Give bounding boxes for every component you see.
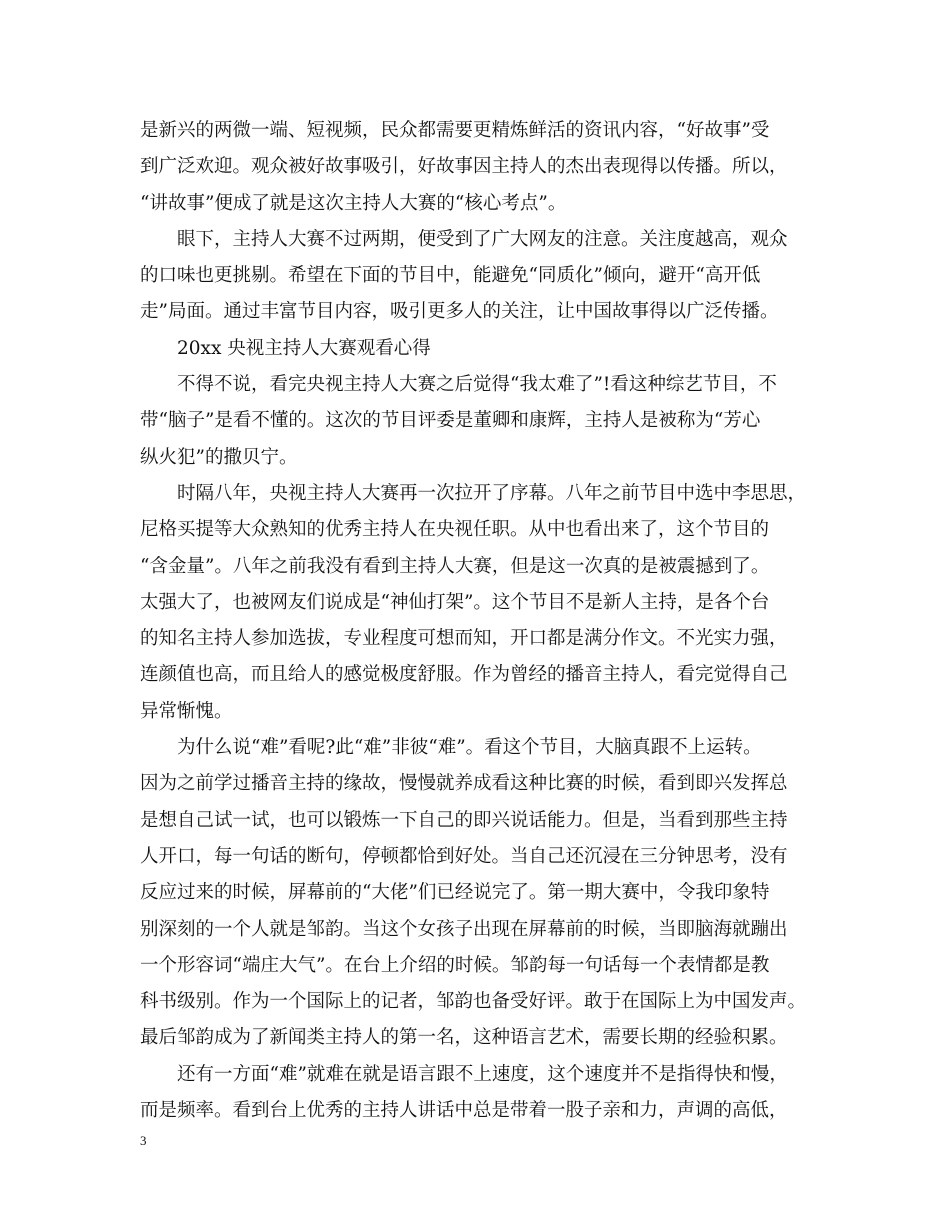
text-line: 最后邹韵成为了新闻类主持人的第一名，这种语言艺术，需要长期的经验积累。 — [140, 1027, 788, 1049]
text-line: 因为之前学过播音主持的缘故，慢慢就养成看这种比赛的时候，看到即兴发挥总 — [140, 773, 788, 795]
text-line: 时隔八年，央视主持人大赛再一次拉开了序幕。八年之前节目中选中李思思， — [177, 482, 807, 504]
text-line: 到广泛欢迎。观众被好故事吸引，好故事因主持人的杰出表现得以传播。所以， — [140, 156, 788, 178]
text-line: 还有一方面“难”就难在就是语言跟不上速度，这个速度并不是指得快和慢， — [177, 1063, 788, 1085]
text-line: 别深刻的一个人就是邹韵。当这个女孩子出现在屏幕前的时候，当即脑海就蹦出 — [140, 918, 788, 940]
text-line: 走”局面。通过丰富节目内容，吸引更多人的关注，让中国故事得以广泛传播。 — [140, 301, 779, 323]
text-line: 纵火犯”的撒贝宁。 — [140, 446, 298, 468]
text-line: 的知名主持人参加选拔，专业程度可想而知，开口都是满分作文。不光实力强， — [140, 628, 788, 650]
text-line: 带“脑子”是看不懂的。这次的节目评委是董卿和康辉，主持人是被称为“芳心 — [140, 410, 761, 432]
text-line: 的口味也更挑剔。希望在下面的节目中，能避免“同质化”倾向，避开“高开低 — [140, 265, 761, 287]
page-number: 3 — [140, 1133, 147, 1148]
text-line: 异常惭愧。 — [140, 700, 233, 722]
section-heading: 20xx 央视主持人大赛观看心得 — [177, 337, 431, 359]
text-line: 为什么说“难”看呢?此“难”非彼“难”。看这个节目，大脑真跟不上运转。 — [177, 737, 762, 759]
text-line: 反应过来的时候，屏幕前的“大佬”们已经说完了。第一期大赛中，令我印象特 — [140, 882, 770, 904]
text-line: 是想自己试一试，也可以锻炼一下自己的即兴说话能力。但是，当看到那些主持 — [140, 809, 788, 831]
text-line: “含金量”。八年之前我没有看到主持人大赛，但是这一次真的是被震撼到了。 — [140, 555, 770, 577]
text-line: 科书级别。作为一个国际上的记者，邹韵也备受好评。敢于在国际上为中国发声。 — [140, 991, 807, 1013]
text-line: 连颜值也高，而且给人的感觉极度舒服。作为曾经的播音主持人，看完觉得自己 — [140, 664, 788, 686]
text-line: 太强大了，也被网友们说成是“神仙打架”。这个节目不是新人主持，是各个台 — [140, 591, 770, 613]
text-line: 而是频率。看到台上优秀的主持人讲话中总是带着一股子亲和力，声调的高低， — [140, 1100, 788, 1122]
text-line: 尼格买提等大众熟知的优秀主持人在央视任职。从中也看出来了，这个节目的 — [140, 519, 770, 541]
body-text — [140, 113, 820, 1129]
text-line: 一个形容词“端庄大气”。在台上介绍的时候。邹韵每一句话每一个表情都是教 — [140, 954, 770, 976]
text-line: 不得不说，看完央视主持人大赛之后觉得“我太难了”!看这种综艺节目，不 — [177, 374, 777, 396]
text-line: 人开口，每一句话的断句，停顿都恰到好处。当自己还沉浸在三分钟思考，没有 — [140, 845, 788, 867]
text-line: 眼下，主持人大赛不过两期，便受到了广大网友的注意。关注度越高，观众 — [177, 228, 788, 250]
text-line: “讲故事”便成了就是这次主持人大赛的“核心考点”。 — [140, 192, 567, 214]
text-line: 是新兴的两微一端、短视频，民众都需要更精炼鲜活的资讯内容，“好故事”受 — [140, 120, 770, 141]
